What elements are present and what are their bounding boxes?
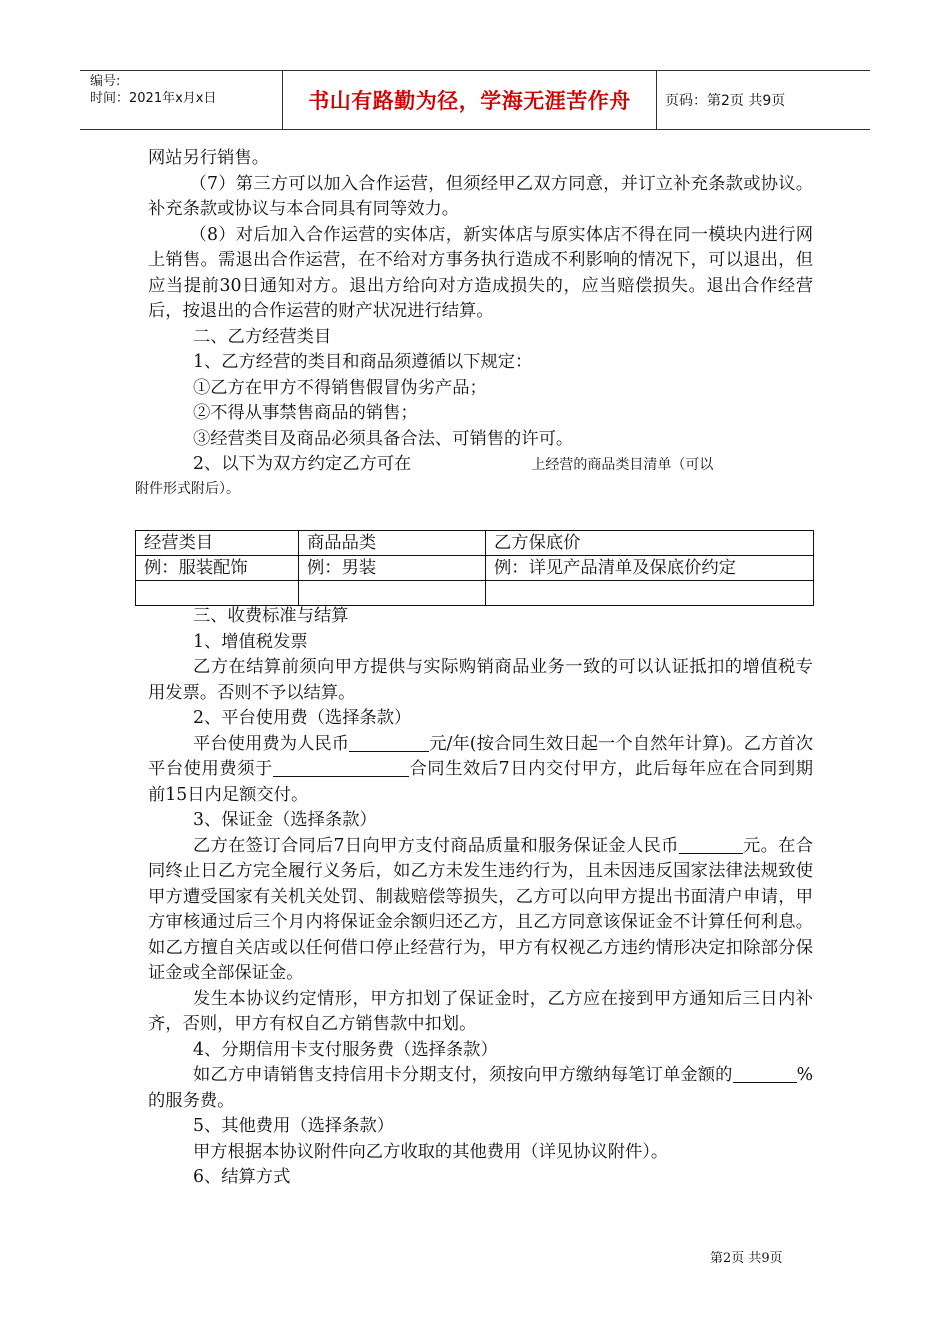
text: 乙方在签订合同后7日向甲方支付商品质量和服务保证金人民币 — [192, 835, 679, 856]
paragraph: 3、保证金（选择条款） — [192, 810, 377, 830]
paragraph: 网站另行销售。 — [148, 148, 269, 168]
text: 合同生效后7日内交付甲方，此后每年应在合同到期前15日内足额交付。 — [148, 759, 813, 805]
paragraph: 甲方根据本协议附件向乙方收取的其他费用（详见协议附件）。 — [192, 1141, 669, 1162]
fee-blank — [349, 733, 429, 752]
table-cell: 例：服装配饰 — [136, 556, 299, 581]
table-header: 乙方保底价 — [486, 531, 814, 556]
section-heading: 三、收费标准与结算 — [192, 606, 349, 626]
table-cell — [136, 581, 299, 606]
table-row — [136, 531, 814, 556]
doc-date: 时间：2021年x月x日 — [90, 91, 217, 106]
text: 元/年(按合同生效日起一个自然年计算)。乙方首次平台使用费须于 — [148, 733, 813, 779]
table-cell — [299, 581, 486, 606]
text: 平台使用费为人民币 — [192, 733, 350, 754]
paragraph: 乙方在结算前须向甲方提供与实际购销商品业务一致的可以认证抵扣的增值税专用发票。否则不予以结算。 — [148, 657, 813, 703]
header-motto: 书山有路勤为径，学海无涯苦作舟 — [282, 71, 657, 129]
table-row — [136, 581, 814, 606]
header-page-number: 页码：第2页 共9页 — [665, 93, 786, 109]
text: 如乙方申请销售支持信用卡分期支付，须按向甲方缴纳每笔订单金额的 — [192, 1065, 733, 1085]
paragraph: （8）对后加入合作运营的实体店，新实体店与原实体店不得在同一模块内进行网上销售。需退出合作运营，在不给对方事务执行造成不利影响的情况下，可以退出，但应当提前30日通知对方。退出方给向对方造成损失的，应当赔偿损失。退出合作经营后，按退出的合作运营的财产状况进行结算。 — [148, 224, 813, 321]
list-item: ②不得从事禁售商品的销售； — [192, 403, 418, 423]
deposit-blank — [679, 835, 743, 854]
text: 2、以下为双方约定乙方可在 — [192, 454, 412, 474]
table-cell — [486, 581, 814, 606]
paragraph: 1、增值税发票 — [192, 631, 308, 652]
paragraph: 发生本协议约定情形，甲方扣划了保证金时，乙方应在接到甲方通知后三日内补齐，否则，甲方有权自乙方销售款中扣划。 — [148, 988, 813, 1034]
rate-blank — [733, 1064, 797, 1083]
page-header — [80, 70, 870, 130]
document-body — [135, 146, 813, 499]
list-item: ③经营类目及商品必须具备合法、可销售的许可。 — [192, 428, 574, 449]
paragraph: （7）第三方可以加入合作运营，但须经甲乙双方同意，并订立补充条款或协议。补充条款或协议与本合同具有同等效力。 — [148, 173, 813, 219]
table-cell: 例：男装 — [299, 556, 486, 581]
category-table — [135, 530, 814, 606]
paragraph: 附件形式附后）。 — [135, 480, 240, 497]
paragraph — [148, 732, 813, 809]
text: 元。在合同终止日乙方完全履行义务后，如乙方未发生违约行为，且未因违反国家法律法规致使甲方遭受国家有关机关处罚、制裁赔偿等损失，乙方可以向甲方提出书面清户申请，甲方审核通过后三个月内将保证金余额归还乙方，且乙方同意该保证金不计算任何利息。如乙方擅自关店或以任何借口停止经营行为，甲方有权视乙方违约情形决定扣除部分保证金或全部保证金。 — [148, 835, 813, 983]
paragraph — [148, 834, 813, 987]
paragraph: 6、结算方式 — [192, 1167, 291, 1187]
table-row — [136, 556, 814, 581]
document-body-2 — [148, 604, 813, 1191]
header-meta — [80, 71, 282, 129]
section-heading: 二、乙方经营类目 — [192, 326, 332, 347]
table-header: 经营类目 — [136, 531, 299, 556]
date-blank — [273, 758, 409, 777]
text: 上经营的商品类目清单（可以 — [531, 457, 714, 473]
list-item: ①乙方在甲方不得销售假冒伪劣产品； — [192, 377, 487, 398]
page-footer: 第2页 共9页 — [710, 1251, 783, 1266]
paragraph: 2、平台使用费（选择条款） — [192, 708, 412, 728]
table-header: 商品品类 — [299, 531, 486, 556]
text: %的服务费。 — [148, 1065, 813, 1111]
table-cell: 例：详见产品清单及保底价约定 — [486, 556, 814, 581]
paragraph — [148, 1063, 813, 1114]
paragraph — [148, 452, 813, 479]
paragraph: 1、乙方经营的类目和商品须遵循以下规定： — [192, 352, 533, 372]
paragraph: 4、分期信用卡支付服务费（选择条款） — [192, 1039, 498, 1060]
paragraph: 5、其他费用（选择条款） — [192, 1116, 395, 1136]
doc-number: 编号: — [90, 74, 121, 89]
